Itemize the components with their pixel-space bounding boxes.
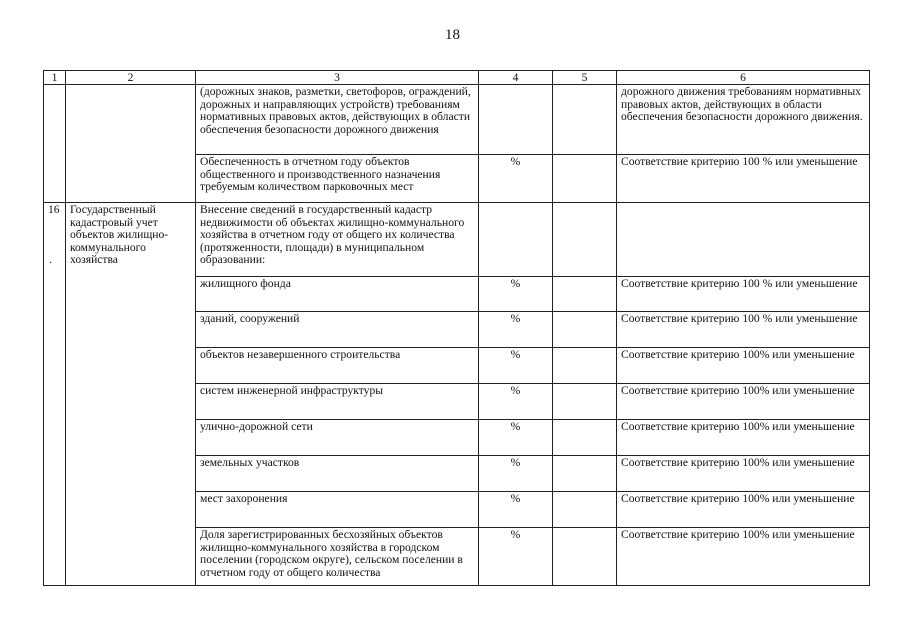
criterion-cell: Соответствие критерию 100% или уменьшение [617, 348, 870, 384]
indicator-cell: зданий, сооружений [196, 312, 479, 348]
indicator-cell: Внесение сведений в государственный кадастр недвижимости об объектах жилищно-коммунального хозяйства в отчетном году от общего их количества (протяженности, площади) в муниципальном образовании: [196, 203, 479, 277]
table-row [44, 85, 870, 155]
value-cell [553, 312, 617, 348]
value-cell [553, 420, 617, 456]
criterion-cell: Соответствие критерию 100% или уменьшение [617, 456, 870, 492]
unit-cell: % [479, 492, 553, 528]
indicator-cell: объектов незавершенного строительства [196, 348, 479, 384]
unit-cell: % [479, 420, 553, 456]
unit-cell [479, 85, 553, 155]
criteria-table [43, 70, 870, 586]
unit-cell: % [479, 277, 553, 312]
column-header: 5 [553, 71, 617, 85]
value-cell [553, 384, 617, 420]
criterion-cell: Соответствие критерию 100 % или уменьшение [617, 277, 870, 312]
section-title-cell [66, 85, 196, 203]
page-number: 18 [445, 27, 460, 43]
unit-cell: % [479, 155, 553, 203]
value-cell [553, 456, 617, 492]
indicator-cell: жилищного фонда [196, 277, 479, 312]
value-cell [553, 155, 617, 203]
criterion-cell: Соответствие критерию 100 % или уменьшение [617, 312, 870, 348]
column-header: 4 [479, 71, 553, 85]
criterion-cell: дорожного движения требованиям нормативных правовых актов, действующих в области обеспечения безопасности дорожного движения. [617, 85, 870, 155]
indicator-cell: улично-дорожной сети [196, 420, 479, 456]
column-number-row [44, 71, 870, 85]
unit-cell: % [479, 384, 553, 420]
indicator-cell: земельных участков [196, 456, 479, 492]
criterion-cell: Соответствие критерию 100% или уменьшение [617, 492, 870, 528]
criterion-cell: Соответствие критерию 100% или уменьшение [617, 384, 870, 420]
indicator-cell: Доля зарегистрированных бесхозяйных объектов жилищно-коммунального хозяйства в городском поселении (городском округе), сельском поселении в отчетном году от общего количества [196, 528, 479, 586]
column-header: 2 [66, 71, 196, 85]
value-cell [553, 528, 617, 586]
section-number-cell [44, 203, 66, 586]
table-row [44, 203, 870, 277]
indicator-cell: Обеспеченность в отчетном году объектов общественного и производственного назначения требуемым количеством парковочных мест [196, 155, 479, 203]
value-cell [553, 85, 617, 155]
unit-cell: % [479, 528, 553, 586]
value-cell [553, 277, 617, 312]
section-title-cell: Государственный кадастровый учет объектов жилищно-коммунального хозяйства [66, 203, 196, 586]
margin-mark: . [49, 251, 52, 266]
section-number: 16 [48, 203, 60, 216]
unit-cell: % [479, 312, 553, 348]
indicator-cell: мест захоронения [196, 492, 479, 528]
row-number-cell [44, 85, 66, 203]
criterion-cell [617, 203, 870, 277]
column-header: 1 [44, 71, 66, 85]
criterion-cell: Соответствие критерию 100 % или уменьшение [617, 155, 870, 203]
value-cell [553, 492, 617, 528]
indicator-cell: систем инженерной инфраструктуры [196, 384, 479, 420]
criterion-cell: Соответствие критерию 100% или уменьшение [617, 420, 870, 456]
indicator-cell: (дорожных знаков, разметки, светофоров, ограждений, дорожных и направляющих устройств) требованиям нормативных правовых актов, действующих в области обеспечения безопасности дорожного движения [196, 85, 479, 155]
unit-cell: % [479, 456, 553, 492]
column-header: 3 [196, 71, 479, 85]
unit-cell: % [479, 348, 553, 384]
criterion-cell: Соответствие критерию 100% или уменьшение [617, 528, 870, 586]
value-cell [553, 348, 617, 384]
unit-cell [479, 203, 553, 277]
column-header: 6 [617, 71, 870, 85]
value-cell [553, 203, 617, 277]
